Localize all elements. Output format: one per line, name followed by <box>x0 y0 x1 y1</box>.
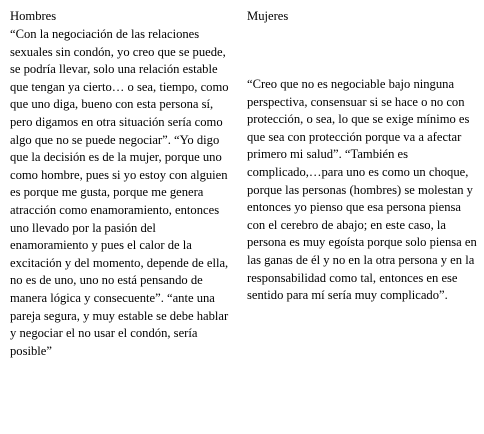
column-mujeres <box>247 0 484 434</box>
quote-text-mujeres: “Creo que no es negociable bajo ninguna perspectiva, consensuar si se hace o no con protección, o sea, lo que se exige mínimo es que sea con protección porque va a afectar primero mi salud”. “También es complicado,…para uno es como un choque, porque las personas (hombres) se molestan y entonces yo pienso que esa persona piensa con el cerebro de abajo; en este caso, la persona es muy egoísta porque solo piensa en las ganas de él y no en la otra persona y en la responsabilidad como tal, entonces en ese sentido para mí sería muy complicado”. <box>247 77 477 303</box>
column-header-mujeres: Mujeres <box>247 9 289 23</box>
column-header-hombres: Hombres <box>10 9 57 23</box>
quote-text-hombres: “Con la negociación de las relaciones sexuales sin condón, yo creo que se puede, se podría llevar, solo una relación estable que tengan ya cierto… o sea, tiempo, como que uno diga, bueno con esta persona sí, pero digamos en otra situación sería como algo que no se puede negociar”. “Yo digo que la decisión es de la mujer, porque uno como hombre, pues si yo estoy con alguien es porque me gusta, porque me genera atracción como enamoramiento, entonces uno llevado por la pasión del enamoramiento y pues el calor de la excitación y del momento, depende de ella, no es de uno, uno no está pensando de manera lógica y consecuente”. “ante una pareja segura, y muy estable se debe hablar y negociar el no usar el condón, sería posible” <box>10 27 229 358</box>
